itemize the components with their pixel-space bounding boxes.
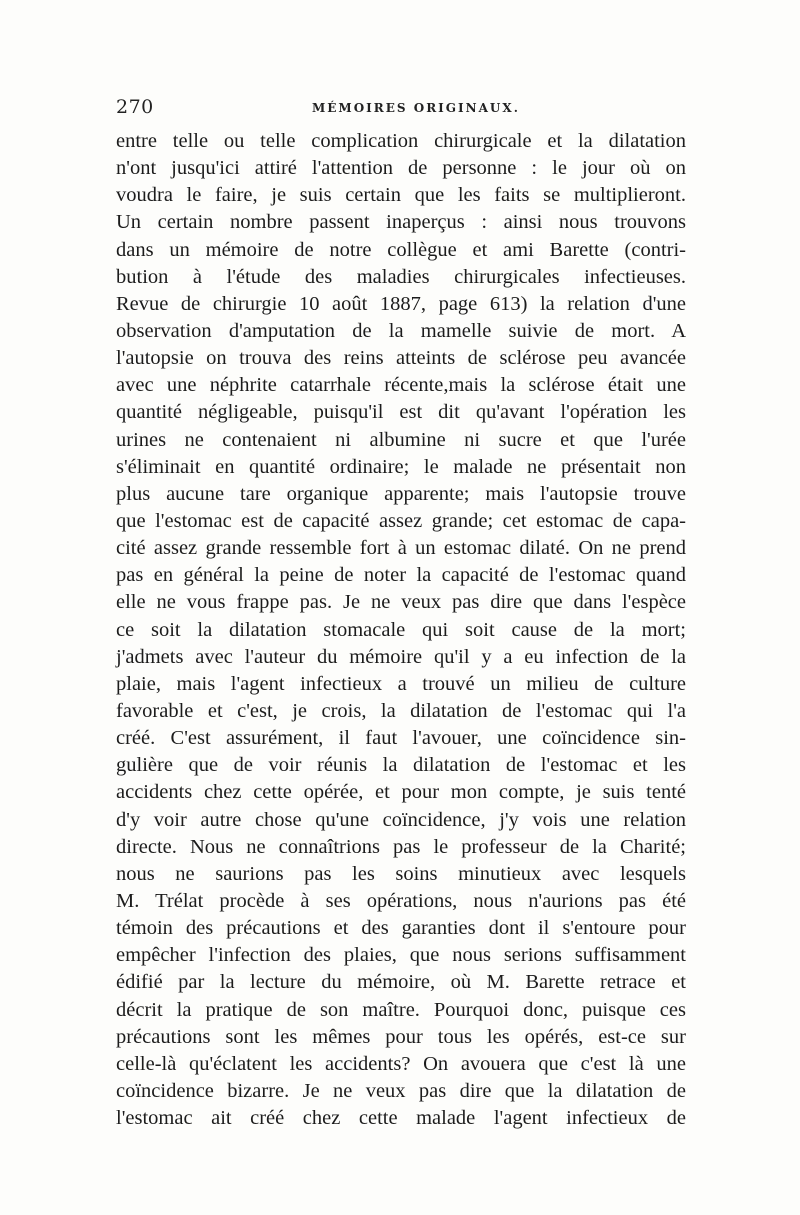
text-line: l'estomac ait créé chez cette malade l'agent infectieux de: [116, 1107, 686, 1130]
text-line: accidents chez cette opérée, et pour mon compte, je suis tenté: [116, 781, 686, 804]
text-line: pas en général la peine de noter la capacité de l'estomac quand: [116, 564, 686, 587]
text-line: voudra le faire, je suis certain que les faits se multiplieront.: [116, 184, 686, 207]
text-line: gulière que de voir réunis la dilatation de l'estomac et les: [116, 754, 686, 777]
text-line: décrit la pratique de son maître. Pourquoi donc, puisque ces: [116, 998, 686, 1021]
text-line: ce soit la dilatation stomacale qui soit cause de la mort;: [116, 618, 686, 641]
page-header: [116, 96, 686, 122]
text-line: précautions sont les mêmes pour tous les opérés, est-ce sur: [116, 1025, 686, 1048]
text-line: empêcher l'infection des plaies, que nous serions suffisamment: [116, 944, 686, 967]
text-line: n'ont jusqu'ici attiré l'attention de personne : le jour où on: [116, 157, 686, 180]
text-line: Un certain nombre passent inaperçus : ainsi nous trouvons: [116, 211, 686, 234]
text-line: favorable et c'est, je crois, la dilatation de l'estomac qui l'a: [116, 699, 686, 722]
text-line: créé. C'est assurément, il faut l'avouer, une coïncidence sin-: [116, 727, 686, 750]
text-line: entre telle ou telle complication chirurgicale et la dilatation: [116, 130, 686, 152]
page-number: 270: [116, 96, 154, 118]
text-line: bution à l'étude des maladies chirurgicales infectieuses.: [116, 265, 686, 288]
text-line: s'éliminait en quantité ordinaire; le malade ne présentait non: [116, 455, 686, 478]
text-line: nous ne saurions pas les soins minutieux avec lesquels: [116, 862, 686, 885]
text-line: avec une néphrite catarrhale récente,mais la sclérose était une: [116, 374, 686, 397]
text-line: d'y voir autre chose qu'une coïncidence, j'y vois une relation: [116, 808, 686, 831]
text-line: urines ne contenaient ni albumine ni sucre et que l'urée: [116, 428, 686, 451]
text-line: coïncidence bizarre. Je ne veux pas dire que la dilatation de: [116, 1079, 686, 1102]
text-line: plaie, mais l'agent infectieux a trouvé un milieu de culture: [116, 672, 686, 695]
text-line: plus aucune tare organique apparente; mais l'autopsie trouve: [116, 482, 686, 505]
text-line: cité assez grande ressemble fort à un estomac dilaté. On ne prend: [116, 537, 686, 560]
text-line: édifié par la lecture du mémoire, où M. Barette retrace et: [116, 971, 686, 994]
text-line: celle-là qu'éclatent les accidents? On avouera que c'est là une: [116, 1052, 686, 1075]
text-line: M. Trélat procède à ses opérations, nous n'aurions pas été: [116, 889, 686, 912]
text-line: directe. Nous ne connaîtrions pas le professeur de la Charité;: [116, 835, 686, 858]
text-line: que l'estomac est de capacité assez grande; cet estomac de capa-: [116, 509, 686, 532]
running-title: MÉMOIRES ORIGINAUX.: [312, 101, 520, 115]
text-line: dans un mémoire de notre collègue et ami Barette (contri-: [116, 238, 686, 261]
text-line: j'admets avec l'auteur du mémoire qu'il y a eu infection de la: [116, 645, 686, 668]
text-line: quantité négligeable, puisqu'il est dit qu'avant l'opération les: [116, 401, 686, 424]
text-line: elle ne vous frappe pas. Je ne veux pas dire que dans l'espèce: [116, 591, 686, 614]
text-line: Revue de chirurgie 10 août 1887, page 613) la relation d'une: [116, 292, 686, 315]
text-line: observation d'amputation de la mamelle suivie de mort. A: [116, 319, 686, 342]
body-text: [116, 128, 686, 1132]
text-line: l'autopsie on trouva des reins atteints de sclérose peu avancée: [116, 347, 686, 370]
text-line: témoin des précautions et des garanties dont il s'entoure pour: [116, 917, 686, 940]
